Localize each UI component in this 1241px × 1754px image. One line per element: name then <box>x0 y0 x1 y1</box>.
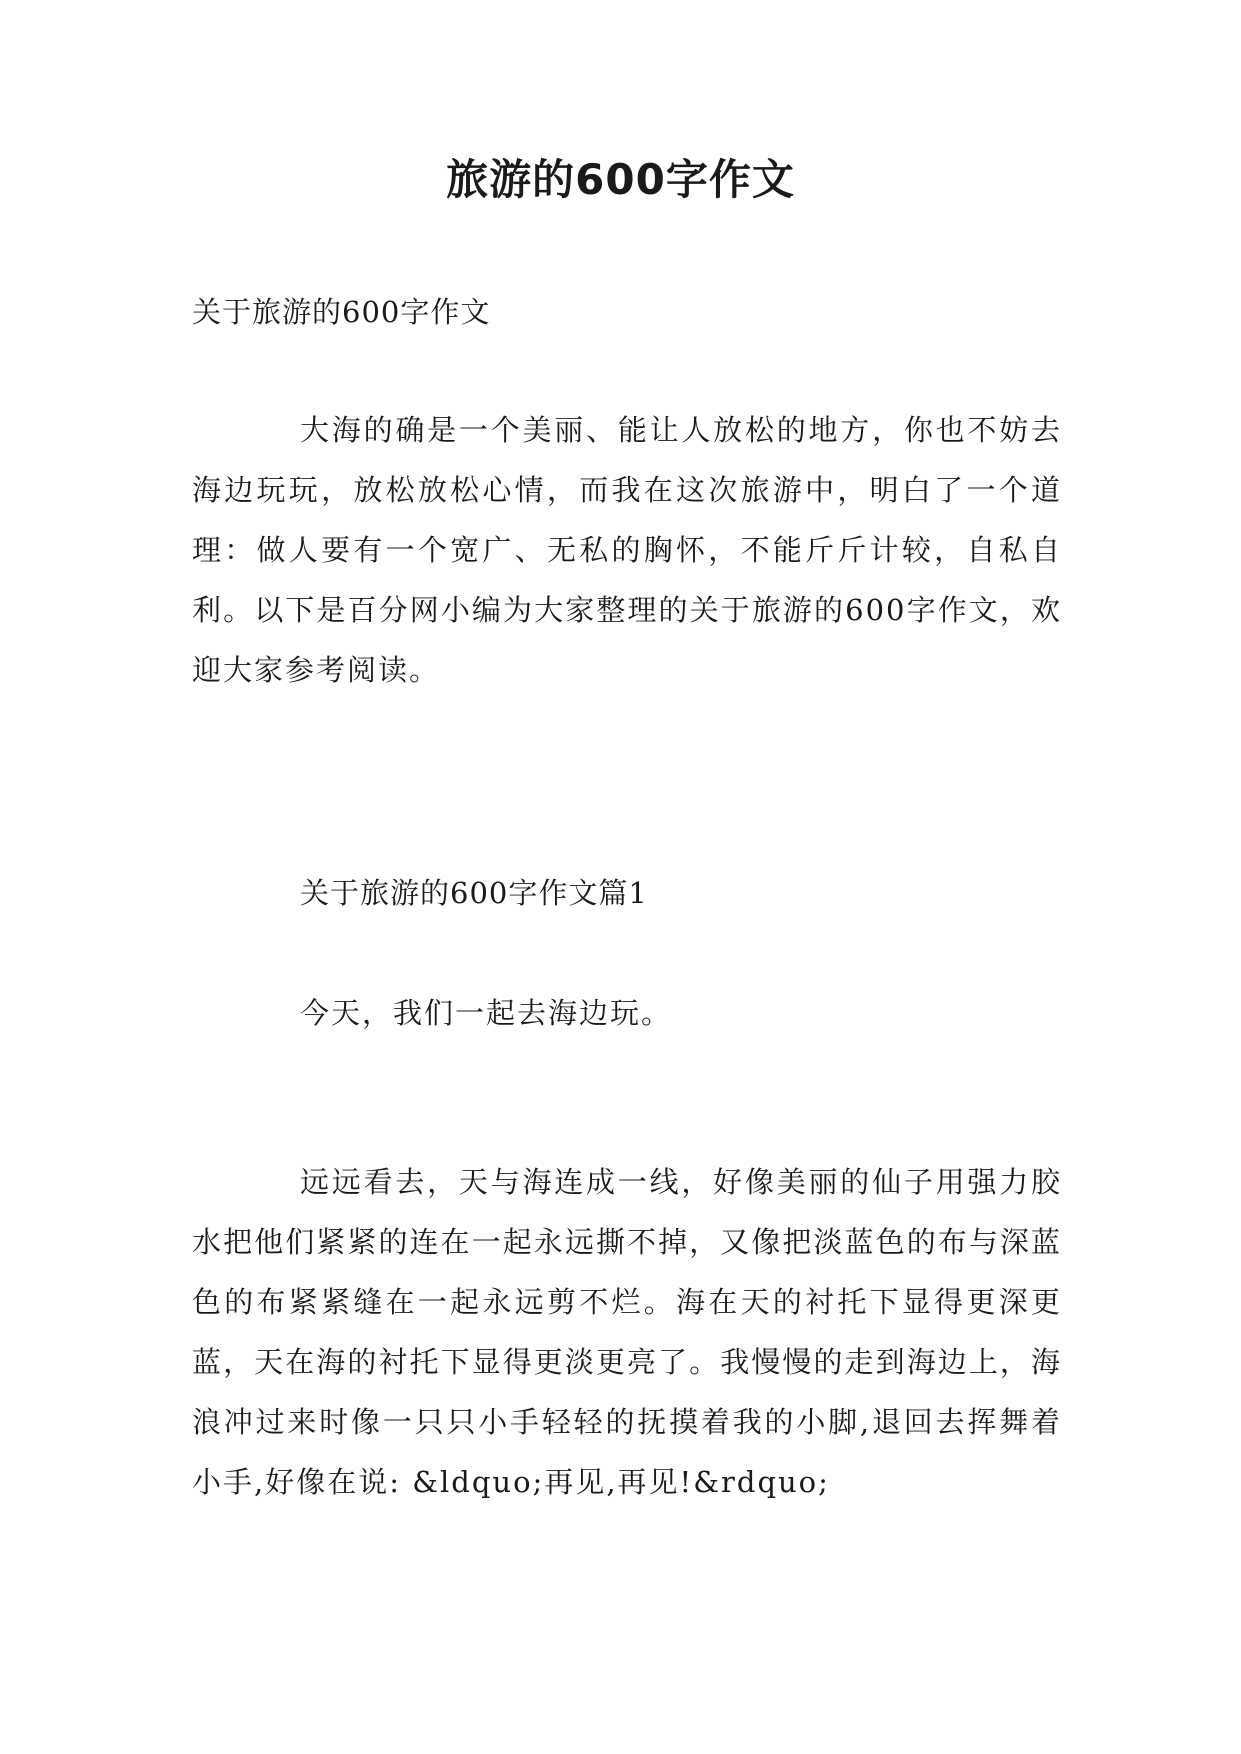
paragraph-1: 今天，我们一起去海边玩。 <box>300 996 673 1030</box>
document-subtitle: 关于旅游的600字作文 <box>192 295 491 329</box>
document-title: 旅游的600字作文 <box>446 155 795 204</box>
paragraph-2: 远远看去，天与海连成一线，好像美丽的仙子用强力胶水把他们紧紧的连在一起永远撕不掉，又像把淡蓝色的布与深蓝色的布紧紧缝在一起永远剪不烂。海在天的衬托下显得更深更蓝，天在海的衬托下显得更淡更亮了。我慢慢的走到海边上，海浪冲过来时像一只只小手轻轻的抚摸着我的小脚,退回去挥舞着小手,好像在说: &ldquo;再见,再见!&rdquo; <box>192 1165 1062 1499</box>
section-heading: 关于旅游的600字作文篇1 <box>300 876 648 910</box>
intro-paragraph: 大海的确是一个美丽、能让人放松的地方，你也不妨去海边玩玩，放松放松心情，而我在这次旅游中，明白了一个道理：做人要有一个宽广、无私的胸怀，不能斤斤计较，自私自利。以下是百分网小编为大家整理的关于旅游的600字作文，欢迎大家参考阅读。 <box>192 413 1062 687</box>
